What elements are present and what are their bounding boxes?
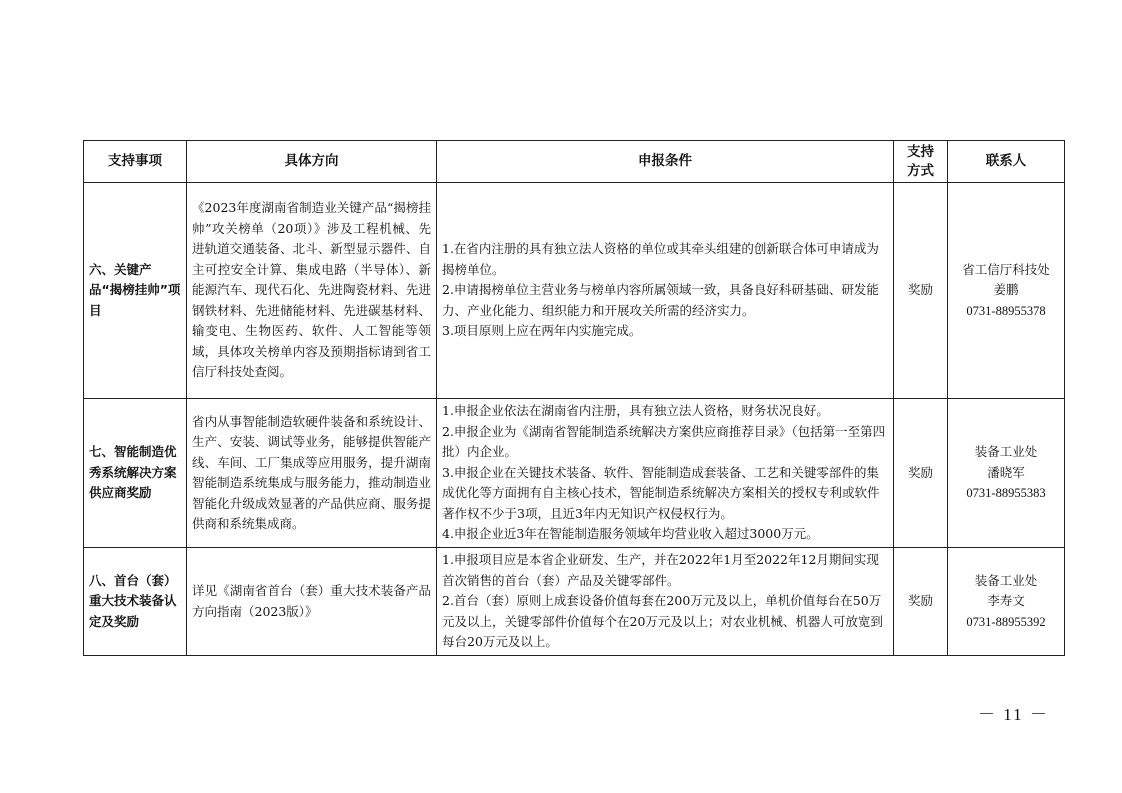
condition-item: 3.项目原则上应在两年内实施完成。 [442, 323, 642, 339]
contact-name: 潘晓军 [987, 465, 1025, 480]
header-support-mode: 支持方式 [894, 141, 948, 183]
contact-phone: 0731-88955383 [966, 486, 1046, 501]
support-mode-cell: 奖励 [894, 548, 948, 656]
contact-phone: 0731-88955392 [966, 614, 1046, 629]
condition-item: 4.申报企业近3年在智能制造服务领域年均营业收入超过3000万元。 [442, 526, 819, 542]
conditions-cell [437, 548, 894, 656]
support-mode-cell: 奖励 [894, 183, 948, 399]
condition-item: 2.申报企业为《湖南省智能制造系统解决方案供应商推荐目录》（包括第一至第四批）内企业。 [442, 423, 886, 460]
table-row [84, 399, 1065, 548]
table-row [84, 548, 1065, 656]
condition-item: 1.申报项目应是本省企业研发、生产，并在2022年1月至2022年12月期间实现首次销售的首台（套）产品及关键零部件。 [442, 552, 879, 588]
table-header-row [84, 141, 1065, 183]
condition-item: 2.申请揭榜单位主营业务与榜单内容所属领域一致，具备良好科研基础、研发能力、产业化能力、组织能力和开展攻关所需的经济实力。 [442, 282, 879, 318]
direction-cell: 详见《湖南省首台（套）重大技术装备产品方向指南（2023版）》 [187, 548, 437, 656]
header-conditions: 申报条件 [437, 141, 894, 183]
table-row [84, 183, 1065, 399]
header-support-item: 支持事项 [84, 141, 187, 183]
condition-item: 1.申报企业依法在湖南省内注册，具有独立法人资格，财务状况良好。 [442, 403, 829, 419]
direction-cell: 《2023年度湖南省制造业关键产品“揭榜挂帅”攻关榜单（20项）》涉及工程机械、先进轨道交通装备、北斗、新型显示器件、自主可控安全计算、集成电路（半导体）、新能源汽车、现代石化、先进陶瓷材料、先进钢铁材料、先进储能材料、先进碳基材料、输变电、生物医药、软件、人工智能等领域，具体攻关榜单内容及预期指标请到省工信厅科技处查阅。 [187, 183, 437, 399]
support-item-cell: 八、首台（套）重大技术装备认定及奖励 [84, 548, 187, 656]
conditions-cell [437, 183, 894, 399]
support-items-table [83, 140, 1065, 656]
direction-cell: 省内从事智能制造软硬件装备和系统设计、生产、安装、调试等业务，能够提供智能产线、车间、工厂集成等应用服务，提升湖南智能制造系统集成与服务能力，推动制造业智能化升级成效显著的产品供应商、服务提供商和系统集成商。 [187, 399, 437, 548]
support-item-cell: 六、关键产品“揭榜挂帅”项目 [84, 183, 187, 399]
contact-name: 姜鹏 [993, 283, 1019, 298]
header-contact: 联系人 [948, 141, 1065, 183]
condition-item: 2.首台（套）原则上成套设备价值每套在200万元及以上，单机价值每台在50万元及以上，关键零部件价值每个在20万元及以上；对农业机械、机器人可放宽到每台20万元及以上。 [442, 593, 883, 650]
contact-department: 装备工业处 [974, 573, 1038, 588]
condition-item: 1.在省内注册的具有独立法人资格的单位或其牵头组建的创新联合体可申请成为揭榜单位。 [442, 241, 879, 277]
contact-department: 装备工业处 [974, 445, 1038, 460]
header-direction: 具体方向 [187, 141, 437, 183]
conditions-cell [437, 399, 894, 548]
contact-cell [948, 183, 1065, 399]
support-item-cell: 七、智能制造优秀系统解决方案供应商奖励 [84, 399, 187, 548]
contact-phone: 0731-88955378 [966, 303, 1046, 318]
contact-cell [948, 548, 1065, 656]
contact-department: 省工信厅科技处 [962, 262, 1050, 277]
contact-name: 李寿文 [987, 594, 1025, 609]
contact-cell [948, 399, 1065, 548]
page-number: － 11 － [978, 705, 1049, 724]
condition-item: 3.申报企业在关键技术装备、软件、智能制造成套装备、工艺和关键零部件的集成优化等方面拥有自主核心技术，智能制造系统解决方案相关的授权专利或软件著作权不少于3项，且近3年内无知识产权侵权行为。 [442, 464, 880, 521]
support-mode-cell: 奖励 [894, 399, 948, 548]
